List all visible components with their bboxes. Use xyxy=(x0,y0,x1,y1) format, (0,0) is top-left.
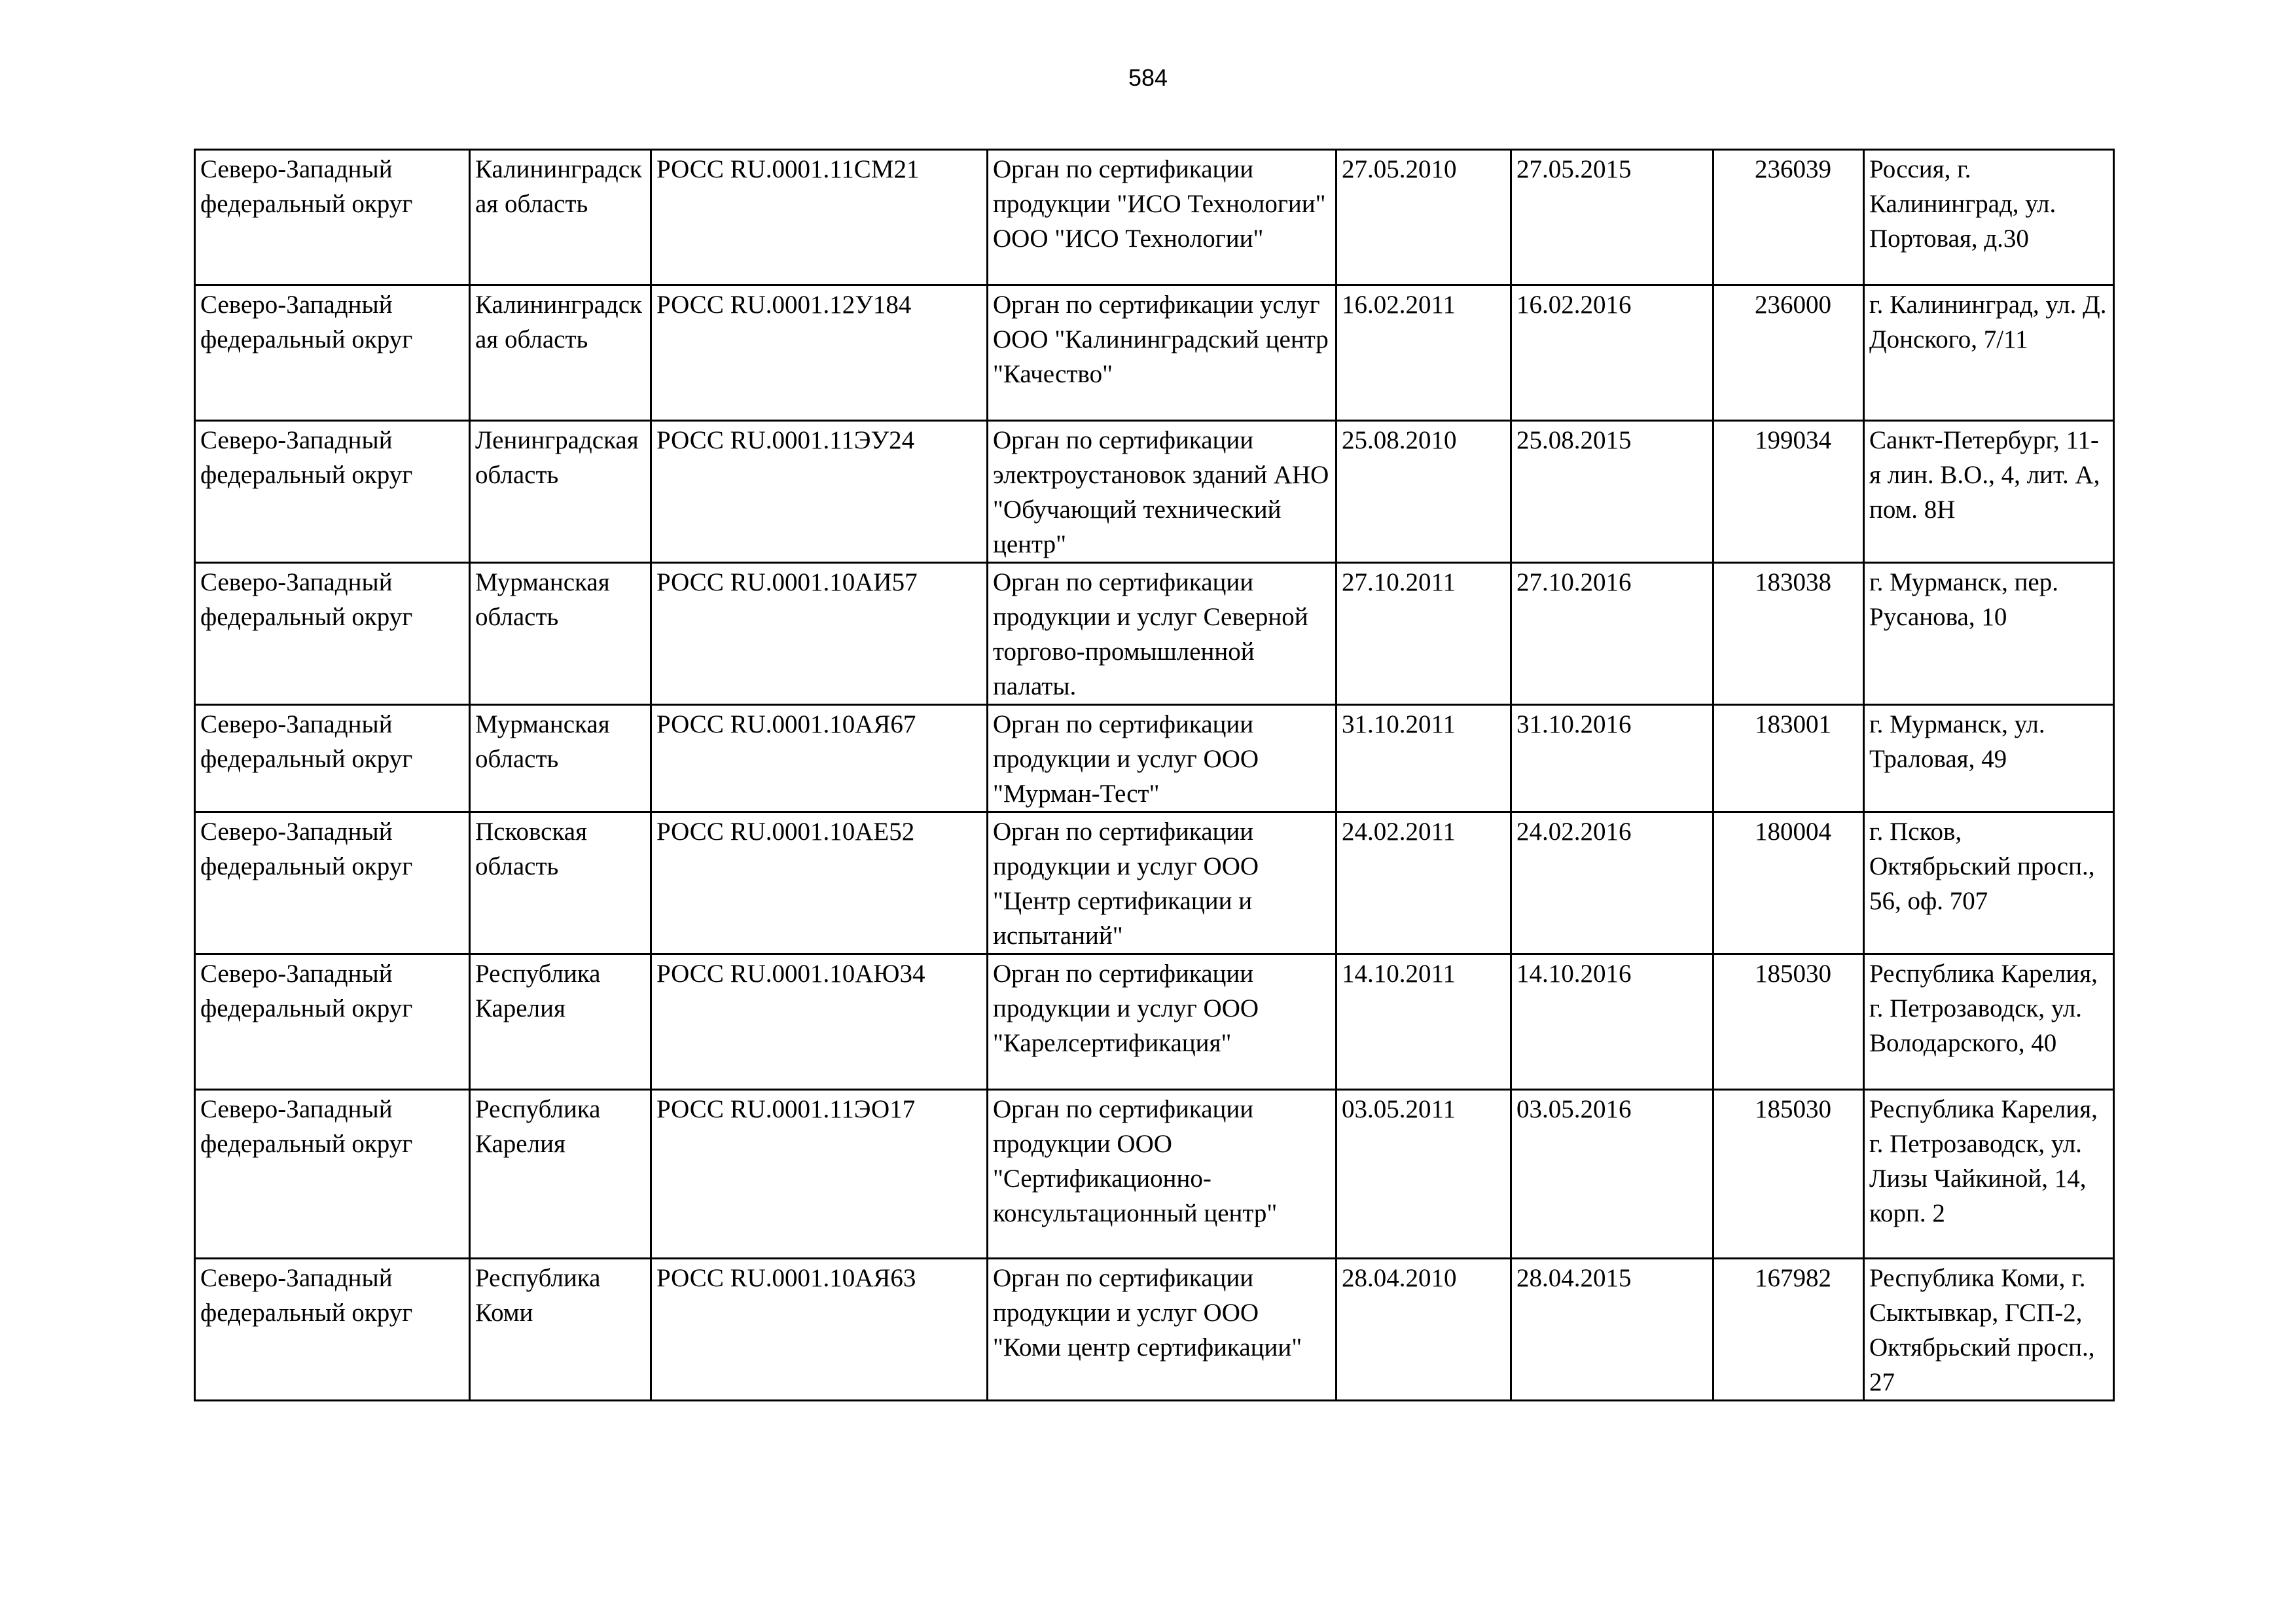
cell-date-from: 27.05.2010 xyxy=(1336,150,1511,285)
cell-reg-number: РОСС RU.0001.12У184 xyxy=(651,285,988,421)
table-row xyxy=(195,954,2114,1090)
cell-district: Северо-Западный федеральный округ xyxy=(195,421,470,563)
cell-reg-number: РОСС RU.0001.11СМ21 xyxy=(651,150,988,285)
cell-reg-number: РОСС RU.0001.11ЭО17 xyxy=(651,1090,988,1259)
cell-region: Республика Карелия xyxy=(470,954,651,1090)
cell-district: Северо-Западный федеральный округ xyxy=(195,954,470,1090)
cell-address: Республика Карелия, г. Петрозаводск, ул. Лизы Чайкиной, 14, корп. 2 xyxy=(1864,1090,2114,1259)
cell-date-from: 27.10.2011 xyxy=(1336,563,1511,705)
cell-date-to: 27.05.2015 xyxy=(1511,150,1713,285)
cell-address: г. Мурманск, ул. Траловая, 49 xyxy=(1864,705,2114,812)
cell-organ: Орган по сертификации продукции и услуг ООО "Карелсертификация" xyxy=(988,954,1336,1090)
cell-organ: Орган по сертификации продукции ООО "Сертификационно-консультационный центр" xyxy=(988,1090,1336,1259)
cell-region: Калининградская область xyxy=(470,285,651,421)
cell-date-from: 16.02.2011 xyxy=(1336,285,1511,421)
cell-district: Северо-Западный федеральный округ xyxy=(195,285,470,421)
cell-organ: Орган по сертификации продукции и услуг ООО "Центр сертификации и испытаний" xyxy=(988,812,1336,954)
cell-index: 236039 xyxy=(1713,150,1864,285)
cell-date-to: 25.08.2015 xyxy=(1511,421,1713,563)
cell-reg-number: РОСС RU.0001.11ЭУ24 xyxy=(651,421,988,563)
cell-reg-number: РОСС RU.0001.10АЕ52 xyxy=(651,812,988,954)
cell-address: г. Мурманск, пер. Русанова, 10 xyxy=(1864,563,2114,705)
cell-reg-number: РОСС RU.0001.10АЯ63 xyxy=(651,1259,988,1401)
cell-district: Северо-Западный федеральный округ xyxy=(195,1259,470,1401)
cell-region: Мурманская область xyxy=(470,563,651,705)
cell-district: Северо-Западный федеральный округ xyxy=(195,1090,470,1259)
cell-index: 167982 xyxy=(1713,1259,1864,1401)
cell-date-from: 14.10.2011 xyxy=(1336,954,1511,1090)
cell-date-to: 24.02.2016 xyxy=(1511,812,1713,954)
cell-date-from: 31.10.2011 xyxy=(1336,705,1511,812)
cell-address: г. Калининград, ул. Д. Донского, 7/11 xyxy=(1864,285,2114,421)
cell-district: Северо-Западный федеральный округ xyxy=(195,563,470,705)
table-row xyxy=(195,705,2114,812)
cell-district: Северо-Западный федеральный округ xyxy=(195,150,470,285)
cell-date-to: 31.10.2016 xyxy=(1511,705,1713,812)
cell-region: Псковская область xyxy=(470,812,651,954)
table-row xyxy=(195,150,2114,285)
cell-region: Мурманская область xyxy=(470,705,651,812)
cell-address: Санкт-Петербург, 11-я лин. В.О., 4, лит. А, пом. 8Н xyxy=(1864,421,2114,563)
cell-region: Республика Коми xyxy=(470,1259,651,1401)
cell-organ: Орган по сертификации электроустановок зданий АНО "Обучающий технический центр" xyxy=(988,421,1336,563)
cell-reg-number: РОСС RU.0001.10АИ57 xyxy=(651,563,988,705)
cell-date-to: 03.05.2016 xyxy=(1511,1090,1713,1259)
cell-address: Республика Коми, г. Сыктывкар, ГСП-2, Октябрьский просп., 27 xyxy=(1864,1259,2114,1401)
cell-date-from: 03.05.2011 xyxy=(1336,1090,1511,1259)
cell-date-from: 25.08.2010 xyxy=(1336,421,1511,563)
table-row xyxy=(195,1090,2114,1259)
cell-date-to: 14.10.2016 xyxy=(1511,954,1713,1090)
page-number: 584 xyxy=(1128,64,1168,91)
cell-reg-number: РОСС RU.0001.10АЮ34 xyxy=(651,954,988,1090)
cell-organ: Орган по сертификации услуг ООО "Калининградский центр "Качество" xyxy=(988,285,1336,421)
cell-reg-number: РОСС RU.0001.10АЯ67 xyxy=(651,705,988,812)
table-row xyxy=(195,812,2114,954)
table-row xyxy=(195,421,2114,563)
certification-bodies-table xyxy=(194,149,2115,1401)
cell-organ: Орган по сертификации продукции и услуг Северной торгово-промышленной палаты. xyxy=(988,563,1336,705)
cell-region: Калининградская область xyxy=(470,150,651,285)
cell-index: 185030 xyxy=(1713,1090,1864,1259)
cell-date-from: 28.04.2010 xyxy=(1336,1259,1511,1401)
cell-index: 183001 xyxy=(1713,705,1864,812)
table-row xyxy=(195,563,2114,705)
cell-address: Россия, г. Калининград, ул. Портовая, д.30 xyxy=(1864,150,2114,285)
cell-region: Ленинградская область xyxy=(470,421,651,563)
cell-date-to: 27.10.2016 xyxy=(1511,563,1713,705)
cell-index: 236000 xyxy=(1713,285,1864,421)
cell-district: Северо-Западный федеральный округ xyxy=(195,705,470,812)
cell-index: 199034 xyxy=(1713,421,1864,563)
cell-date-to: 28.04.2015 xyxy=(1511,1259,1713,1401)
cell-organ: Орган по сертификации продукции "ИСО Технологии" ООО "ИСО Технологии" xyxy=(988,150,1336,285)
cell-district: Северо-Западный федеральный округ xyxy=(195,812,470,954)
cell-index: 183038 xyxy=(1713,563,1864,705)
cell-index: 180004 xyxy=(1713,812,1864,954)
cell-index: 185030 xyxy=(1713,954,1864,1090)
cell-address: г. Псков, Октябрьский просп., 56, оф. 707 xyxy=(1864,812,2114,954)
cell-date-to: 16.02.2016 xyxy=(1511,285,1713,421)
cell-date-from: 24.02.2011 xyxy=(1336,812,1511,954)
cell-organ: Орган по сертификации продукции и услуг ООО "Коми центр сертификации" xyxy=(988,1259,1336,1401)
table-row xyxy=(195,285,2114,421)
cell-address: Республика Карелия, г. Петрозаводск, ул. Володарского, 40 xyxy=(1864,954,2114,1090)
table-row xyxy=(195,1259,2114,1401)
cell-organ: Орган по сертификации продукции и услуг ООО "Мурман-Тест" xyxy=(988,705,1336,812)
cell-region: Республика Карелия xyxy=(470,1090,651,1259)
